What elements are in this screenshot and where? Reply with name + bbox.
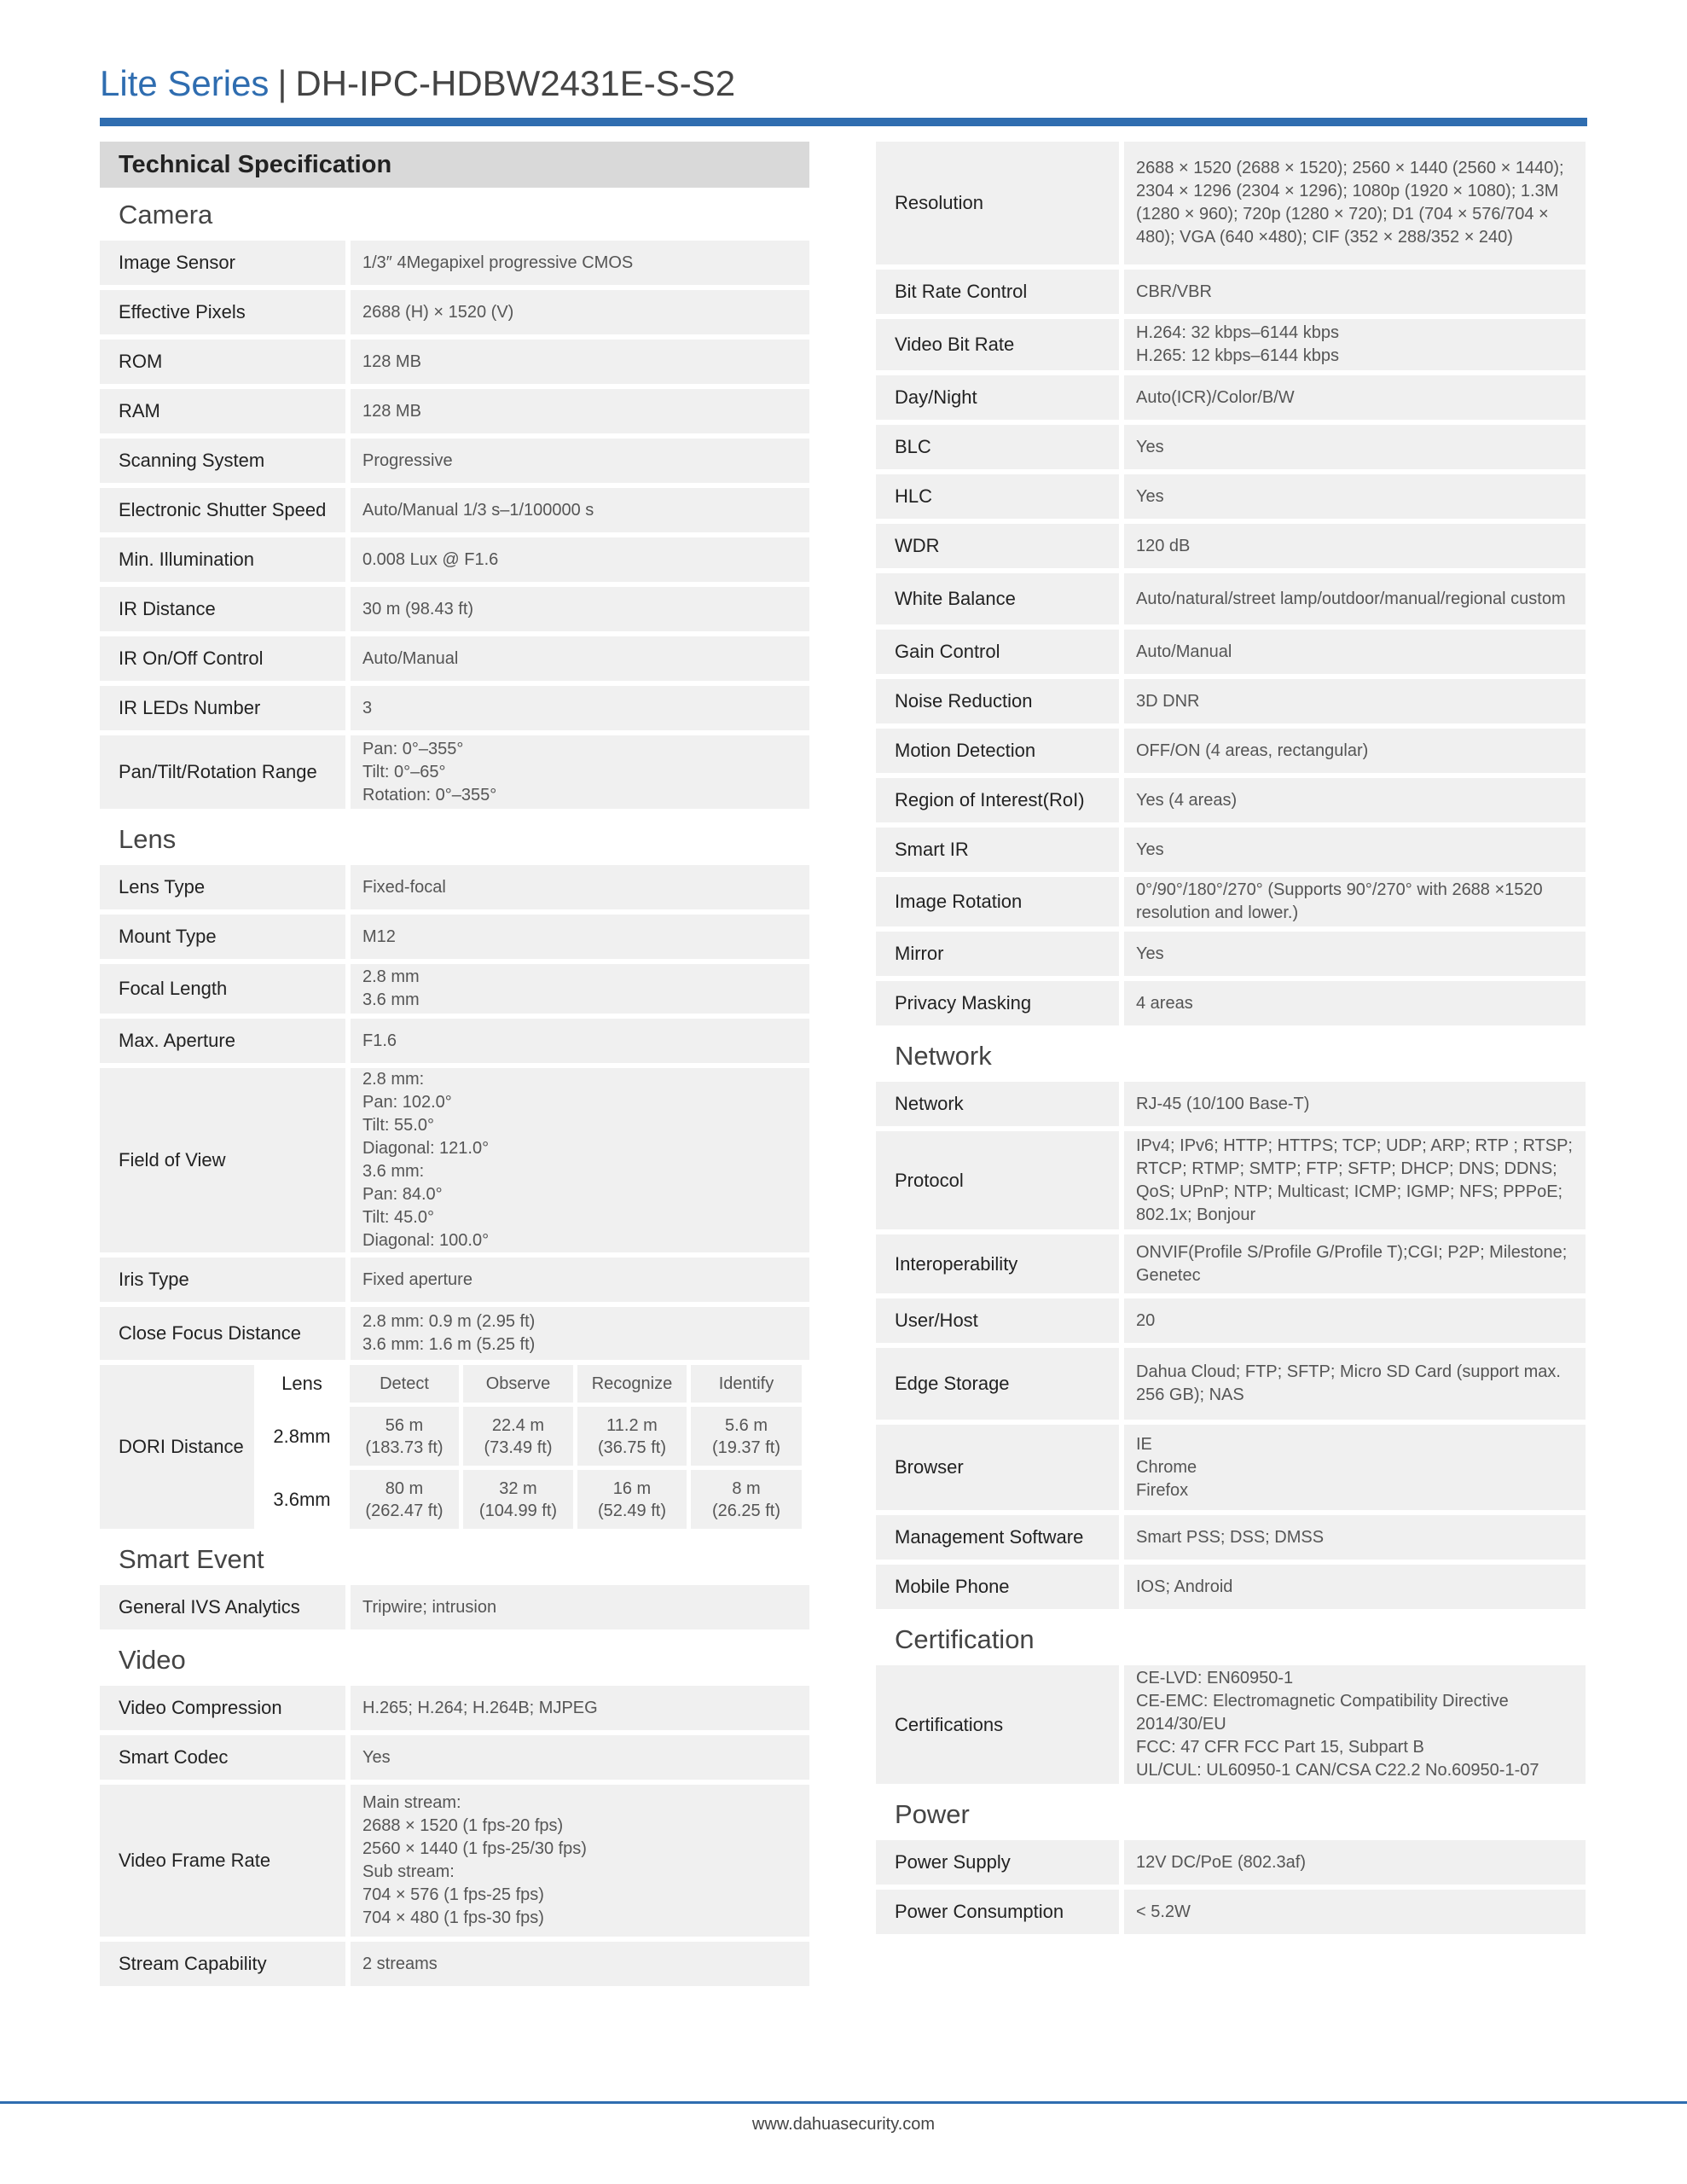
- spec-value: Main stream: 2688 × 1520 (1 fps-20 fps) 2560 × 1440 (1 fps-25/30 fps) Sub stream: 704 × 576 (1 fps-25 fps) 704 × 480 (1 fps-30 fps): [351, 1785, 809, 1937]
- section-heading-lens: Lens: [119, 824, 177, 854]
- dori-value-cell: 11.2 m (36.75 ft): [577, 1407, 687, 1466]
- spec-row-wdr: [876, 524, 1586, 568]
- spec-value: 120 dB: [1124, 524, 1586, 568]
- spec-value: 3: [351, 686, 809, 730]
- spec-label: Pan/Tilt/Rotation Range: [100, 735, 345, 809]
- spec-row-protocol: [876, 1131, 1586, 1229]
- dori-value-cell: 32 m (104.99 ft): [463, 1470, 573, 1529]
- spec-label: Image Sensor: [100, 241, 345, 285]
- page-header: [100, 63, 735, 104]
- spec-value: 20: [1124, 1298, 1586, 1343]
- spec-label: Focal Length: [100, 964, 345, 1014]
- spec-value: H.265; H.264; H.264B; MJPEG: [351, 1686, 809, 1730]
- dori-header-cell: Observe: [463, 1365, 573, 1403]
- spec-value: M12: [351, 915, 809, 959]
- spec-row-browser: [876, 1425, 1586, 1510]
- spec-row-electronic-shutter-speed: [100, 488, 809, 532]
- spec-label: HLC: [876, 474, 1119, 519]
- spec-label: Day/Night: [876, 375, 1119, 420]
- header-separator: |: [277, 63, 287, 103]
- spec-row-pan-tilt-rotation-range: [100, 735, 809, 809]
- spec-label: User/Host: [876, 1298, 1119, 1343]
- spec-value: Dahua Cloud; FTP; SFTP; Micro SD Card (support max. 256 GB); NAS: [1124, 1348, 1586, 1420]
- dori-header-cell: Recognize: [577, 1365, 687, 1403]
- spec-value: Pan: 0°–355° Tilt: 0°–65° Rotation: 0°–355°: [351, 735, 809, 809]
- spec-row-image-sensor: [100, 241, 809, 285]
- spec-value: 128 MB: [351, 389, 809, 433]
- dori-header-cell: Identify: [691, 1365, 802, 1403]
- spec-row-ram: [100, 389, 809, 433]
- spec-value: Yes: [1124, 828, 1586, 872]
- spec-value: IPv4; IPv6; HTTP; HTTPS; TCP; UDP; ARP; RTP ; RTSP; RTCP; RTMP; SMTP; FTP; SFTP; DHCP; DNS; DDNS; QoS; UPnP; NTP; Multicast; ICMP; IGMP; NFS; PPPoE; 802.1x; Bonjour: [1124, 1131, 1586, 1229]
- spec-row-smart-ir: [876, 828, 1586, 872]
- spec-row-mobile-phone: [876, 1565, 1586, 1609]
- spec-label: Motion Detection: [876, 729, 1119, 773]
- spec-value: RJ-45 (10/100 Base-T): [1124, 1082, 1586, 1126]
- spec-label: Privacy Masking: [876, 981, 1119, 1025]
- spec-label: Smart Codec: [100, 1735, 345, 1780]
- spec-value: Yes (4 areas): [1124, 778, 1586, 822]
- spec-row-video-bit-rate: [876, 319, 1586, 370]
- spec-value: < 5.2W: [1124, 1890, 1586, 1934]
- spec-title: Technical Specification: [100, 142, 809, 188]
- spec-label: ROM: [100, 340, 345, 384]
- spec-row-blc: [876, 425, 1586, 469]
- spec-label: Image Rotation: [876, 877, 1119, 926]
- spec-label: Mirror: [876, 932, 1119, 976]
- spec-row-power-consumption: [876, 1890, 1586, 1934]
- spec-row-mount-type: [100, 915, 809, 959]
- spec-value: 2688 (H) × 1520 (V): [351, 290, 809, 334]
- spec-row-lens-type: [100, 865, 809, 909]
- spec-row-noise-reduction: [876, 679, 1586, 723]
- spec-row-field-of-view: [100, 1068, 809, 1252]
- spec-value: Progressive: [351, 439, 809, 483]
- dori-value-cell: 8 m (26.25 ft): [691, 1470, 802, 1529]
- spec-label: Field of View: [100, 1068, 345, 1252]
- series-name: Lite Series: [100, 63, 270, 103]
- left-column: [100, 142, 809, 1991]
- spec-value: 0°/90°/180°/270° (Supports 90°/270° with 2688 ×1520 resolution and lower.): [1124, 877, 1586, 926]
- spec-row-min-illumination: [100, 537, 809, 582]
- spec-label: Electronic Shutter Speed: [100, 488, 345, 532]
- spec-label: Management Software: [876, 1515, 1119, 1560]
- section-heading-camera: Camera: [119, 200, 213, 229]
- spec-label: Noise Reduction: [876, 679, 1119, 723]
- spec-value: CBR/VBR: [1124, 270, 1586, 314]
- spec-label: BLC: [876, 425, 1119, 469]
- spec-value: Yes: [351, 1735, 809, 1780]
- spec-label: General IVS Analytics: [100, 1585, 345, 1629]
- spec-label: Iris Type: [100, 1258, 345, 1302]
- spec-row-iris-type: [100, 1258, 809, 1302]
- section-heading-video: Video: [119, 1645, 186, 1675]
- spec-row-certifications: [876, 1665, 1586, 1784]
- spec-row-resolution: [876, 142, 1586, 264]
- dori-header-cell: Lens: [258, 1365, 345, 1403]
- spec-value: 4 areas: [1124, 981, 1586, 1025]
- spec-row-focal-length: [100, 964, 809, 1014]
- spec-value: 2.8 mm: 0.9 m (2.95 ft) 3.6 mm: 1.6 m (5.25 ft): [351, 1307, 809, 1360]
- footer-url: www.dahuasecurity.com: [751, 2115, 936, 2134]
- spec-label: Power Supply: [876, 1840, 1119, 1885]
- spec-value: Auto/Manual: [351, 636, 809, 681]
- spec-value: 30 m (98.43 ft): [351, 587, 809, 631]
- spec-value: Smart PSS; DSS; DMSS: [1124, 1515, 1586, 1560]
- spec-value: 0.008 Lux @ F1.6: [351, 537, 809, 582]
- spec-label: Gain Control: [876, 630, 1119, 674]
- spec-label: Mobile Phone: [876, 1565, 1119, 1609]
- spec-label: Interoperability: [876, 1234, 1119, 1293]
- dori-lens-cell: 3.6mm: [258, 1470, 345, 1529]
- spec-value: Auto/natural/street lamp/outdoor/manual/regional custom: [1124, 573, 1586, 624]
- dori-value-cell: 56 m (183.73 ft): [350, 1407, 459, 1466]
- spec-row-network: [876, 1082, 1586, 1126]
- spec-row-video-frame-rate: [100, 1785, 809, 1937]
- spec-value: Tripwire; intrusion: [351, 1585, 809, 1629]
- spec-value: 2688 × 1520 (2688 × 1520); 2560 × 1440 (2560 × 1440); 2304 × 1296 (2304 × 1296); 1080p (1920 × 1080); 1.3M (1280 × 960); 720p (1280 × 720); D1 (704 × 576/704 × 480); VGA (640 ×480); CIF (352 × 288/352 × 240): [1124, 142, 1586, 264]
- spec-value: 2.8 mm 3.6 mm: [351, 964, 809, 1014]
- footer-rule: [0, 2101, 1687, 2104]
- spec-value: 2.8 mm: Pan: 102.0° Tilt: 55.0° Diagonal: 121.0° 3.6 mm: Pan: 84.0° Tilt: 45.0° Diagonal: 100.0°: [351, 1068, 809, 1252]
- right-column: [876, 142, 1586, 1939]
- spec-value: Fixed-focal: [351, 865, 809, 909]
- spec-value: 12V DC/PoE (802.3af): [1124, 1840, 1586, 1885]
- spec-label: Effective Pixels: [100, 290, 345, 334]
- spec-row-ir-distance: [100, 587, 809, 631]
- spec-label: White Balance: [876, 573, 1119, 624]
- spec-row-max-aperture: [100, 1019, 809, 1063]
- spec-row-scanning-system: [100, 439, 809, 483]
- spec-value: Fixed aperture: [351, 1258, 809, 1302]
- spec-label: Max. Aperture: [100, 1019, 345, 1063]
- spec-label: Video Bit Rate: [876, 319, 1119, 370]
- spec-value: Auto(ICR)/Color/B/W: [1124, 375, 1586, 420]
- spec-value: 2 streams: [351, 1942, 809, 1986]
- spec-row-video-compression: [100, 1686, 809, 1730]
- dori-value-cell: 16 m (52.49 ft): [577, 1470, 687, 1529]
- dori-header-cell: Detect: [350, 1365, 459, 1403]
- spec-label: Network: [876, 1082, 1119, 1126]
- spec-label: Bit Rate Control: [876, 270, 1119, 314]
- spec-value: IE Chrome Firefox: [1124, 1425, 1586, 1510]
- spec-row-ir-on-off-control: [100, 636, 809, 681]
- spec-value: Yes: [1124, 474, 1586, 519]
- dori-label: DORI Distance: [100, 1365, 254, 1529]
- spec-row-day-night: [876, 375, 1586, 420]
- section-heading-power: Power: [895, 1799, 970, 1829]
- spec-value: H.264: 32 kbps–6144 kbps H.265: 12 kbps–6144 kbps: [1124, 319, 1586, 370]
- spec-label: Mount Type: [100, 915, 345, 959]
- spec-value: CE-LVD: EN60950-1 CE-EMC: Electromagnetic Compatibility Directive 2014/30/EU FCC: 47 CFR FCC Part 15, Subpart B UL/CUL: UL60950-1 CAN/CSA C22.2 No.60950-1-07: [1124, 1665, 1586, 1784]
- spec-label: RAM: [100, 389, 345, 433]
- spec-row-motion-detection: [876, 729, 1586, 773]
- spec-label: Browser: [876, 1425, 1119, 1510]
- spec-value: 3D DNR: [1124, 679, 1586, 723]
- spec-label: IR LEDs Number: [100, 686, 345, 730]
- spec-label: WDR: [876, 524, 1119, 568]
- spec-label: Video Frame Rate: [100, 1785, 345, 1937]
- spec-row-privacy-masking: [876, 981, 1586, 1025]
- spec-row-hlc: [876, 474, 1586, 519]
- spec-label: Close Focus Distance: [100, 1307, 345, 1360]
- spec-value: OFF/ON (4 areas, rectangular): [1124, 729, 1586, 773]
- spec-label: IR On/Off Control: [100, 636, 345, 681]
- spec-label: Power Consumption: [876, 1890, 1119, 1934]
- spec-row-management-software: [876, 1515, 1586, 1560]
- header-rule: [100, 118, 1587, 126]
- spec-row-edge-storage: [876, 1348, 1586, 1420]
- dori-value-cell: 5.6 m (19.37 ft): [691, 1407, 802, 1466]
- spec-row-white-balance: [876, 573, 1586, 624]
- spec-value: 128 MB: [351, 340, 809, 384]
- section-heading-smart-event: Smart Event: [119, 1544, 264, 1574]
- dori-value-cell: 22.4 m (73.49 ft): [463, 1407, 573, 1466]
- spec-value: Yes: [1124, 932, 1586, 976]
- spec-row-mirror: [876, 932, 1586, 976]
- spec-label: Region of Interest(RoI): [876, 778, 1119, 822]
- spec-row-image-rotation: [876, 877, 1586, 926]
- spec-row-bit-rate-control: [876, 270, 1586, 314]
- spec-row-close-focus-distance: [100, 1307, 809, 1360]
- dori-value-cell: 80 m (262.47 ft): [350, 1470, 459, 1529]
- spec-label: Stream Capability: [100, 1942, 345, 1986]
- spec-row-user-host: [876, 1298, 1586, 1343]
- dori-lens-cell: 2.8mm: [258, 1407, 345, 1466]
- model-number: DH-IPC-HDBW2431E-S-S2: [295, 63, 736, 103]
- spec-row-gain-control: [876, 630, 1586, 674]
- section-heading-network: Network: [895, 1041, 992, 1071]
- spec-value: Auto/Manual 1/3 s–1/100000 s: [351, 488, 809, 532]
- spec-label: Lens Type: [100, 865, 345, 909]
- dori-distance-table: [100, 1365, 809, 1529]
- spec-value: Auto/Manual: [1124, 630, 1586, 674]
- section-heading-certification: Certification: [895, 1624, 1035, 1654]
- spec-label: Min. Illumination: [100, 537, 345, 582]
- spec-label: Edge Storage: [876, 1348, 1119, 1420]
- spec-row-interoperability: [876, 1234, 1586, 1293]
- dori-grid: [258, 1365, 809, 1529]
- spec-row-effective-pixels: [100, 290, 809, 334]
- spec-value: F1.6: [351, 1019, 809, 1063]
- spec-value: ONVIF(Profile S/Profile G/Profile T);CGI; P2P; Milestone; Genetec: [1124, 1234, 1586, 1293]
- spec-label: IR Distance: [100, 587, 345, 631]
- spec-value: IOS; Android: [1124, 1565, 1586, 1609]
- spec-label: Smart IR: [876, 828, 1119, 872]
- spec-label: Certifications: [876, 1665, 1119, 1784]
- spec-row-rom: [100, 340, 809, 384]
- spec-label: Resolution: [876, 142, 1119, 264]
- spec-row-stream-capability: [100, 1942, 809, 1986]
- spec-label: Protocol: [876, 1131, 1119, 1229]
- spec-value: 1/3″ 4Megapixel progressive CMOS: [351, 241, 809, 285]
- spec-label: Video Compression: [100, 1686, 345, 1730]
- spec-label: Scanning System: [100, 439, 345, 483]
- spec-row-smart-codec: [100, 1735, 809, 1780]
- spec-row-general-ivs-analytics: [100, 1585, 809, 1629]
- spec-row-ir-leds-number: [100, 686, 809, 730]
- spec-row-region-of-interest-roi: [876, 778, 1586, 822]
- spec-row-power-supply: [876, 1840, 1586, 1885]
- spec-value: Yes: [1124, 425, 1586, 469]
